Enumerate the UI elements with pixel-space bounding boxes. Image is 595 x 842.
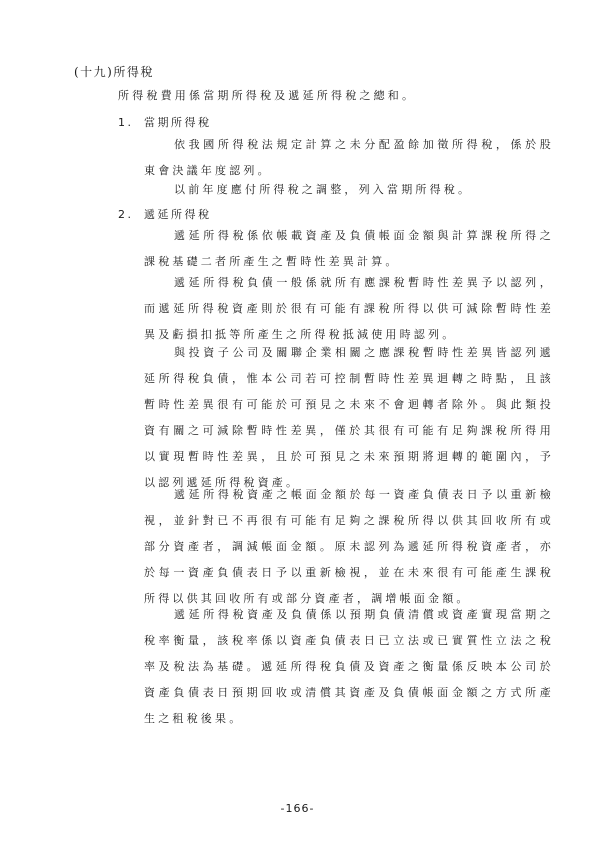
deferred-tax-paragraph-2: 遞延所得稅負債一般係就所有應課稅暫時性差異予以認列，而遞延所得稅資產則於很有可能有課稅所得以供可減除暫時性差異及虧損扣抵等所產生之所得稅抵減使用時認列。	[144, 276, 554, 341]
subsection-1-heading	[118, 114, 212, 130]
deferred-tax-paragraph-3: 與投資子公司及關聯企業相關之應課稅暫時性差異皆認列遞延所得稅負債，惟本公司若可控制暫時性差異迴轉之時點，且該暫時性差異很有可能於可預見之未來不會迴轉者除外。與此類投資有關之可減除暫時性差異，僅於其很有可能有足夠課稅所得用以實現暫時性差異，且於可預見之未來預期將迴轉的範圍內，予以認列遞延所得稅資產。	[144, 346, 554, 489]
current-tax-paragraph-1: 依我國所得稅法規定計算之未分配盈餘加徵所得稅，係於股東會決議年度認列。	[144, 138, 554, 177]
deferred-tax-paragraph-5: 遞延所得稅資產及負債係以預期負債清償或資產實現當期之稅率衡量，該稅率係以資產負債表日已立法或已實質性立法之稅率及稅法為基礎。遞延所得稅負債及資產之衡量係反映本公司於資產負債表日預期回收或清償其資產及負債帳面金額之方式所產生之租稅後果。	[144, 608, 554, 725]
subsection-2-title: 遞延所得稅	[144, 208, 212, 221]
page-number: -166-	[280, 802, 315, 815]
current-tax-paragraph-2: 以前年度應付所得稅之調整，列入當期所得稅。	[174, 183, 473, 196]
subsection-2-heading	[118, 206, 212, 222]
deferred-tax-paragraph-1: 遞延所得稅係依帳載資產及負債帳面金額與計算課稅所得之課稅基礎二者所產生之暫時性差異計算。	[144, 229, 554, 268]
subsection-2-number: 2.	[118, 208, 134, 221]
deferred-tax-paragraph-4: 遞延所得稅資產之帳面金額於每一資產負債表日予以重新檢視，並針對已不再很有可能有足夠之課稅所得以供其回收所有或部分資產者，調減帳面金額。原未認列為遞延所得稅資產者，亦於每一資產負債表日予以重新檢視，並在未來很有可能產生課稅所得以供其回收所有或部分資產者，調增帳面金額。	[144, 488, 554, 605]
subsection-1-title: 當期所得稅	[144, 116, 212, 129]
section-heading: (十九)所得稅	[74, 65, 154, 79]
subsection-1-number: 1.	[118, 116, 134, 129]
section-intro-paragraph: 所得稅費用係當期所得稅及遞延所得稅之總和。	[118, 89, 417, 102]
